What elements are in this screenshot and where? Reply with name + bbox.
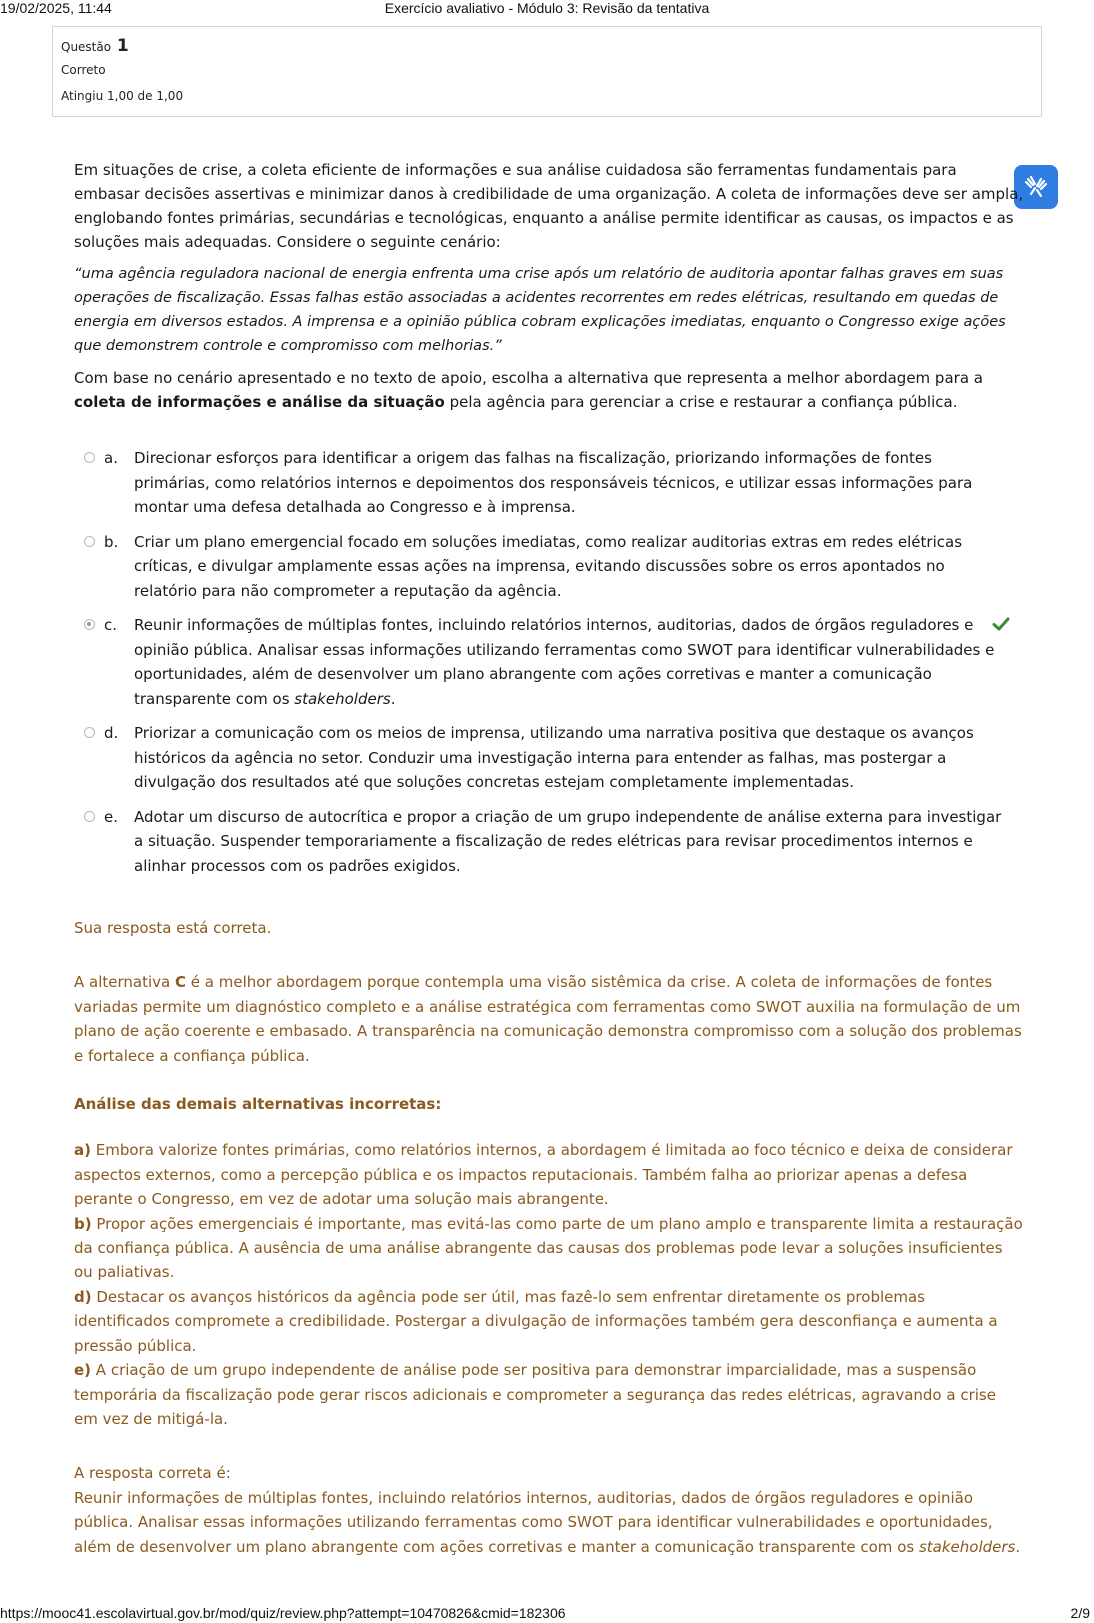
option-letter: d.	[104, 724, 119, 742]
question-quote: “uma agência reguladora nacional de energia enfrenta uma crise após um relatório de auditoria apontar falhas graves em suas operações de fiscalização. Essas falhas estão associadas a acidentes recorrentes em redes elétricas, resultando em quedas de energia em diversos estados. A imprensa e a opinião pública cobram explicações imediatas, enquanto o Congresso exige ações que demonstrem controle e compromisso com melhorias.”	[74, 266, 1006, 354]
option-text: Criar um plano emergencial focado em soluções imediatas, como realizar auditorias extras em redes elétricas críticas, e divulgar amplamente essas ações na imprensa, evitando discussões sobre os erros apontados no relatório para não comprometer a reputação da agência.	[134, 532, 963, 600]
print-page-number: 2/9	[1070, 1605, 1090, 1621]
analysis-item-a	[74, 1138, 1024, 1211]
item-tag: e)	[74, 1361, 92, 1380]
analysis-item-b	[74, 1212, 1024, 1285]
question-number: 1	[116, 36, 129, 56]
option-c-text: Reunir informações de múltiplas fontes, incluindo relatórios internos, auditorias, dados de órgãos reguladores e opinião pública. Analisar essas informações utilizando ferramentas como SWOT para identificar vulnerabilidades e oportunidades, além de desenvolver um plano abrangente com ações corretivas e manter a comunicação transparente com os	[134, 616, 995, 708]
radio-a[interactable]	[84, 452, 95, 463]
radio-b[interactable]	[84, 536, 95, 547]
right-answer-label: A resposta correta é:	[74, 1464, 231, 1483]
item-tag: d)	[74, 1287, 92, 1306]
option-text	[134, 613, 1010, 711]
option-e[interactable]	[80, 805, 1020, 879]
right-answer-text: Reunir informações de múltiplas fontes, incluindo relatórios internos, auditorias, dados de órgãos reguladores e opinião pública. Analisar essas informações utilizando ferramentas como SWOT para identificar vulnerabilidades e oportunidades, além de desenvolver um plano abrangente com ações corretivas e manter a comunicação transparente com os	[74, 1488, 993, 1556]
question-intro: Em situações de crise, a coleta eficiente de informações e sua análise cuidadosa são ferramentas fundamentais para embasar decisões assertivas e minimizar danos à credibilidade de uma organização. A coleta de informações deve ser ampla, englobando fontes primárias, secundárias e tecnológicas, enquanto a análise permite identificar as causas, os impactos e as soluções mais adequadas. Considere o seguinte cenário:	[74, 161, 1024, 251]
print-footer	[0, 1605, 1094, 1623]
analysis-heading-text: Análise das demais alternativas incorretas:	[74, 1095, 442, 1114]
explain-bold: C	[175, 973, 187, 992]
item-text: Propor ações emergenciais é importante, mas evitá-las como parte de um plano amplo e transparente limita a restauração da confiança pública. A ausência de uma análise abrangente das causas dos problemas pode levar a soluções insuficientes ou paliativas.	[74, 1214, 1023, 1282]
item-text: A criação de um grupo independente de análise pode ser positiva para demonstrar imparcialidade, mas a suspensão temporária da fiscalização pode gerar riscos adicionais e comprometer a segurança das redes elétricas, agravando a crise em vez de mitigá-la.	[74, 1361, 996, 1428]
radio-e[interactable]	[84, 811, 95, 822]
question-number-line	[61, 35, 1033, 57]
explain-before: A alternativa	[74, 973, 175, 992]
question-label: Questão	[61, 40, 112, 54]
prompt-before: Com base no cenário apresentado e no texto de apoio, escolha a alternativa que representa a melhor abordagem para a	[74, 369, 983, 387]
question-prompt	[74, 366, 1024, 414]
prompt-after: pela agência para gerenciar a crise e restaurar a confiança pública.	[444, 393, 958, 411]
print-header	[0, 0, 1094, 18]
feedback-section	[74, 916, 1024, 1559]
analysis-heading	[74, 1092, 1024, 1116]
answer-options	[80, 446, 1020, 878]
option-letter: e.	[104, 807, 118, 826]
analysis-item-e	[74, 1358, 1024, 1431]
option-text: Priorizar a comunicação com os meios de imprensa, utilizando uma narrativa positiva que destaque os avanços históricos da agência no setor. Conduzir uma investigação interna para entender as falhas, mas postergar a divulgação dos resultados até que soluções concretas estejam completamente implementadas.	[134, 724, 974, 791]
prompt-bold: coleta de informações e análise da situação	[74, 393, 445, 411]
option-text: Direcionar esforços para identificar a origem das falhas na fiscalização, priorizando informações de fontes primárias, como relatórios internos e depoimentos dos responsáveis técnicos, e utilizar essas informações para montar uma defesa detalhada ao Congresso e à imprensa.	[134, 449, 973, 516]
option-b[interactable]	[80, 530, 1020, 604]
explain-after: é a melhor abordagem porque contempla uma visão sistêmica da crise. A coleta de informações de fontes variadas permite um diagnóstico completo e a análise estratégica com ferramentas como SWOT auxilia na formulação de um plano de ação coerente e embasado. A transparência na comunicação demonstra compromisso com a solução dos problemas e fortalece a confiança pública.	[74, 973, 1022, 1065]
item-tag: b)	[74, 1214, 92, 1233]
item-text: Embora valorize fontes primárias, como relatórios internos, a abordagem é limitada ao foco técnico e deixa de considerar aspectos externos, como a percepção pública e os impactos reputacionais. Também falha ao priorizar apenas a defesa perante o Congresso, em vez de adotar uma solução mais abrangente.	[74, 1141, 1013, 1209]
print-url: https://mooc41.escolavirtual.gov.br/mod/quiz/review.php?attempt=10470826&cmid=182306	[0, 1605, 566, 1621]
option-letter: b.	[104, 532, 119, 551]
option-c[interactable]	[80, 613, 1020, 711]
item-tag: a)	[74, 1141, 91, 1160]
print-doc-title: Exercício avaliativo - Módulo 3: Revisão da tentativa	[384, 0, 710, 16]
feedback-explanation	[74, 970, 1024, 1068]
feedback-status: Sua resposta está correta.	[74, 919, 272, 937]
question-grade: Atingiu 1,00 de 1,00	[61, 89, 184, 103]
radio-c[interactable]	[84, 619, 95, 630]
option-letter: c.	[104, 616, 118, 634]
right-answer-italic: stakeholders	[918, 1537, 1016, 1556]
print-datetime: 19/02/2025, 11:44	[0, 0, 112, 16]
option-c-end: .	[390, 689, 396, 708]
option-a[interactable]	[80, 446, 1020, 520]
radio-d[interactable]	[84, 727, 95, 738]
option-c-italic: stakeholders	[294, 689, 391, 708]
right-answer	[74, 1486, 1024, 1559]
hand-sign-language-icon	[1021, 172, 1051, 202]
question-text	[74, 158, 1024, 414]
option-letter: a.	[104, 449, 118, 467]
option-text: Adotar um discurso de autocrítica e propor a criação de um grupo independente de análise externa para investigar a situação. Suspender temporariamente a fiscalização de redes elétricas para revisar procedimentos internos e alinhar processos com os padrões exigidos.	[134, 807, 1002, 875]
analysis-item-d	[74, 1285, 1024, 1358]
check-icon	[992, 615, 1010, 633]
question-state: Correto	[61, 63, 106, 77]
item-text: Destacar os avanços históricos da agência pode ser útil, mas fazê-lo sem enfrentar diretamente os problemas identificados compromete a credibilidade. Postergar a divulgação de informações também gera desconfiança e aumenta a pressão pública.	[74, 1287, 998, 1355]
right-answer-end: .	[1015, 1537, 1021, 1556]
option-d[interactable]	[80, 721, 1020, 795]
question-info-box	[52, 26, 1042, 117]
